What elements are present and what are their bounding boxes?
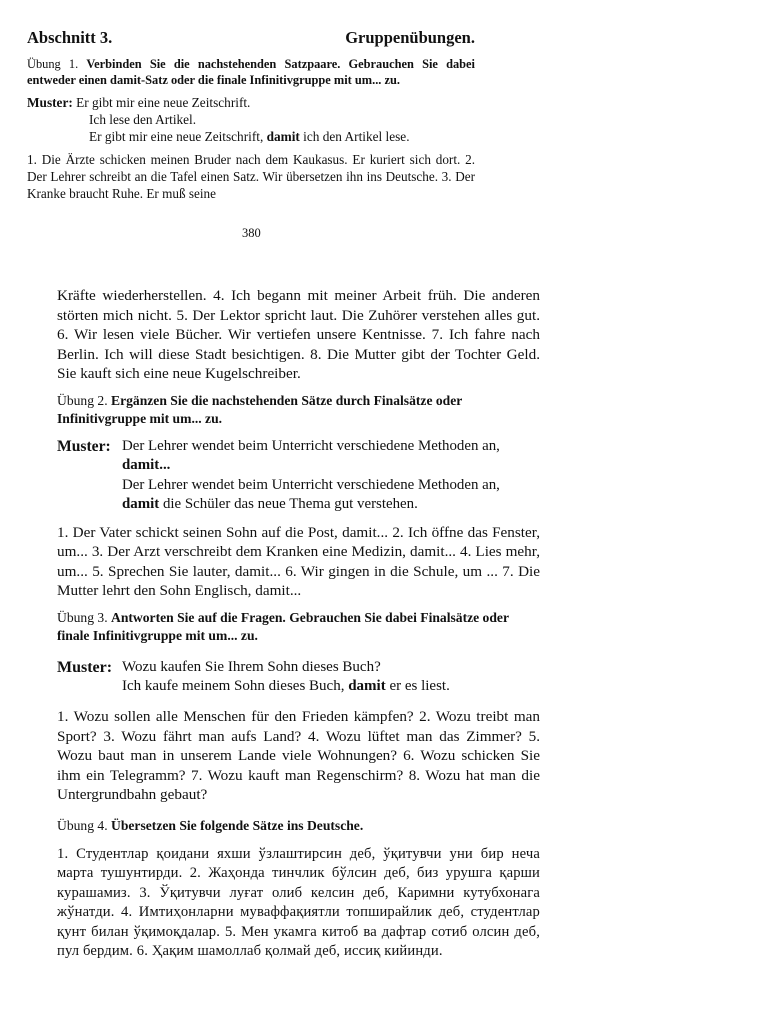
upper-page-fragment xyxy=(27,28,475,203)
example-3-label: Muster: xyxy=(57,658,113,676)
exercise-3-label: Übung 3. xyxy=(57,609,108,625)
example-line-3 xyxy=(27,128,475,145)
exercise-2-task: Ergänzen Sie die nachstehenden Sätze durch Finalsätze oder Infinitivgruppe mit um... zu. xyxy=(57,392,463,427)
example-2-line-1-keyword: damit... xyxy=(122,457,171,474)
lower-page-fragment xyxy=(57,286,540,961)
section-title: Abschnitt 3. xyxy=(27,28,113,47)
exercise-3-instruction xyxy=(57,609,540,646)
example-2-line-2 xyxy=(122,476,540,515)
exercise-2-text: 1. Der Vater schickt seinen Sohn auf die Post, damit... 2. Ich öffne das Fenster, um... 3. Der Arzt verschreibt dem Kranken eine Medizin, damit... 4. Lies mehr, um... 5. Sprechen Sie lauter, damit... 6. Wir gingen in die Schule, um ... 7. Die Mutter lehrt den Sohn Englisch, damit... xyxy=(57,523,540,600)
example-2-line-2-keyword: damit xyxy=(122,496,160,513)
exercise-4-text: 1. Студентлар қоидани яхши ўзлаштирсин деб, ўқитувчи уни бир неча марта тушунтирди. 2. Жаҳонда тинчлик бўлсин деб, биз урушга қарши курашамиз. 3. Ўқитувчи луғат олиб келсин деб, Каримни кутубхонага жўнатди. 4. Имтиҳонларни муваффақиятли топширайлик деб, студентлар қунт билан ўқимоқдалар. 5. Мен укамга китоб ва дафтар сотиб олсин деб, пул бердим. 6. Ҳақим шамоллаб қолмай деб, иссиқ кийинди. xyxy=(57,845,540,959)
example-3-line-1: Wozu kaufen Sie Ihrem Sohn dieses Buch? xyxy=(122,658,381,675)
example-block-3 xyxy=(57,658,540,697)
example-2-line-1-pre: Der Lehrer wendet beim Unterricht verschiedene Methoden an, xyxy=(122,437,500,454)
example-2-line-2-pre: Der Lehrer wendet beim Unterricht verschiedene Methoden an, xyxy=(122,476,500,493)
example-line-3-keyword: damit xyxy=(266,129,300,144)
page-header xyxy=(27,28,475,54)
example-label: Muster: xyxy=(27,95,73,110)
example-line-1 xyxy=(27,94,475,111)
exercise-1-label: Übung 1. xyxy=(27,57,79,71)
example-3-line-2-keyword: damit xyxy=(348,678,386,695)
exercise-4-instruction xyxy=(57,817,540,835)
exercise-3-text: 1. Wozu sollen alle Menschen für den Frieden kämpfen? 2. Wozu treibt man Sport? 3. Wozu fährt man aufs Land? 4. Wozu lüftet man das Zimmer? 5. Wozu baut man in unserem Lande viele Wohnungen? 6. Wozu schicken Sie ihm ein Telegramm? 7. Wozu kauft man Regenschirm? 8. Wozu hat man die Untergrundbahn gebaut? xyxy=(57,707,540,804)
page-number: 380 xyxy=(242,226,261,240)
exercise-2-instruction xyxy=(57,392,540,429)
example-2-label: Muster: xyxy=(57,437,111,455)
example-3-row xyxy=(57,658,540,697)
example-block-2 xyxy=(57,437,540,515)
exercise-1-continuation: Kräfte wiederherstellen. 4. Ich begann mit meiner Arbeit früh. Die anderen störten mich nicht. 5. Der Lektor spricht laut. Die Zuhörer verstehen alles gut. 6. Wir lesen viele Bücher. Wir vertiefen unsere Kentnisse. 7. Ich fahre nach Berlin. Ich will diese Stadt besichtigen. 8. Die Mutter gibt der Tochter Geld. Sie kauft sich eine neue Kugelschreiber. xyxy=(57,287,540,383)
example-3-line-2 xyxy=(122,677,450,697)
example-line-3-pre: Er gibt mir eine neue Zeitschrift, xyxy=(89,129,267,144)
example-line-2: Ich lese den Artikel. xyxy=(89,112,197,127)
exercise-1-task: Verbinden Sie die nachstehenden Satzpaare. Gebrauchen Sie dabei entweder einen damit-Satz oder die finale Infinitivgruppe mit um... zu. xyxy=(27,57,475,87)
example-3-line-2-pre: Ich kaufe meinem Sohn dieses Buch, xyxy=(122,678,349,695)
exercise-1-text: 1. Die Ärzte schicken meinen Bruder nach dem Kaukasus. Er kuriert sich dort. 2. Der Lehrer schreibt an die Tafel einen Satz. Wir übersetzen ihn ins Deutsche. 3. Der Kranke braucht Ruhe. Er muß seine xyxy=(27,152,475,202)
exercise-2-label: Übung 2. xyxy=(57,392,108,408)
example-2-body xyxy=(122,437,540,515)
example-2-line-1 xyxy=(122,437,540,476)
exercise-4-task: Übersetzen Sie folgende Sätze ins Deutsche. xyxy=(111,817,364,833)
example-line-3-post: ich den Artikel lese. xyxy=(299,129,410,144)
exercise-3-task: Antworten Sie auf die Fragen. Gebrauchen Sie dabei Finalsätze oder finale Infinitivgruppe mit um... zu. xyxy=(57,609,509,644)
exercise-1-instruction xyxy=(27,56,475,88)
exercise-4-label: Übung 4. xyxy=(57,817,108,833)
section-subtitle: Gruppenübungen. xyxy=(345,28,475,47)
example-3-body xyxy=(122,658,450,697)
example-3-line-2-post: er es liest. xyxy=(385,678,450,695)
example-2-row xyxy=(57,437,540,515)
example-text-1: Er gibt mir eine neue Zeitschrift. xyxy=(76,95,251,110)
example-block-1 xyxy=(27,94,475,145)
example-2-line-2-post: die Schüler das neue Thema gut verstehen. xyxy=(159,496,418,513)
